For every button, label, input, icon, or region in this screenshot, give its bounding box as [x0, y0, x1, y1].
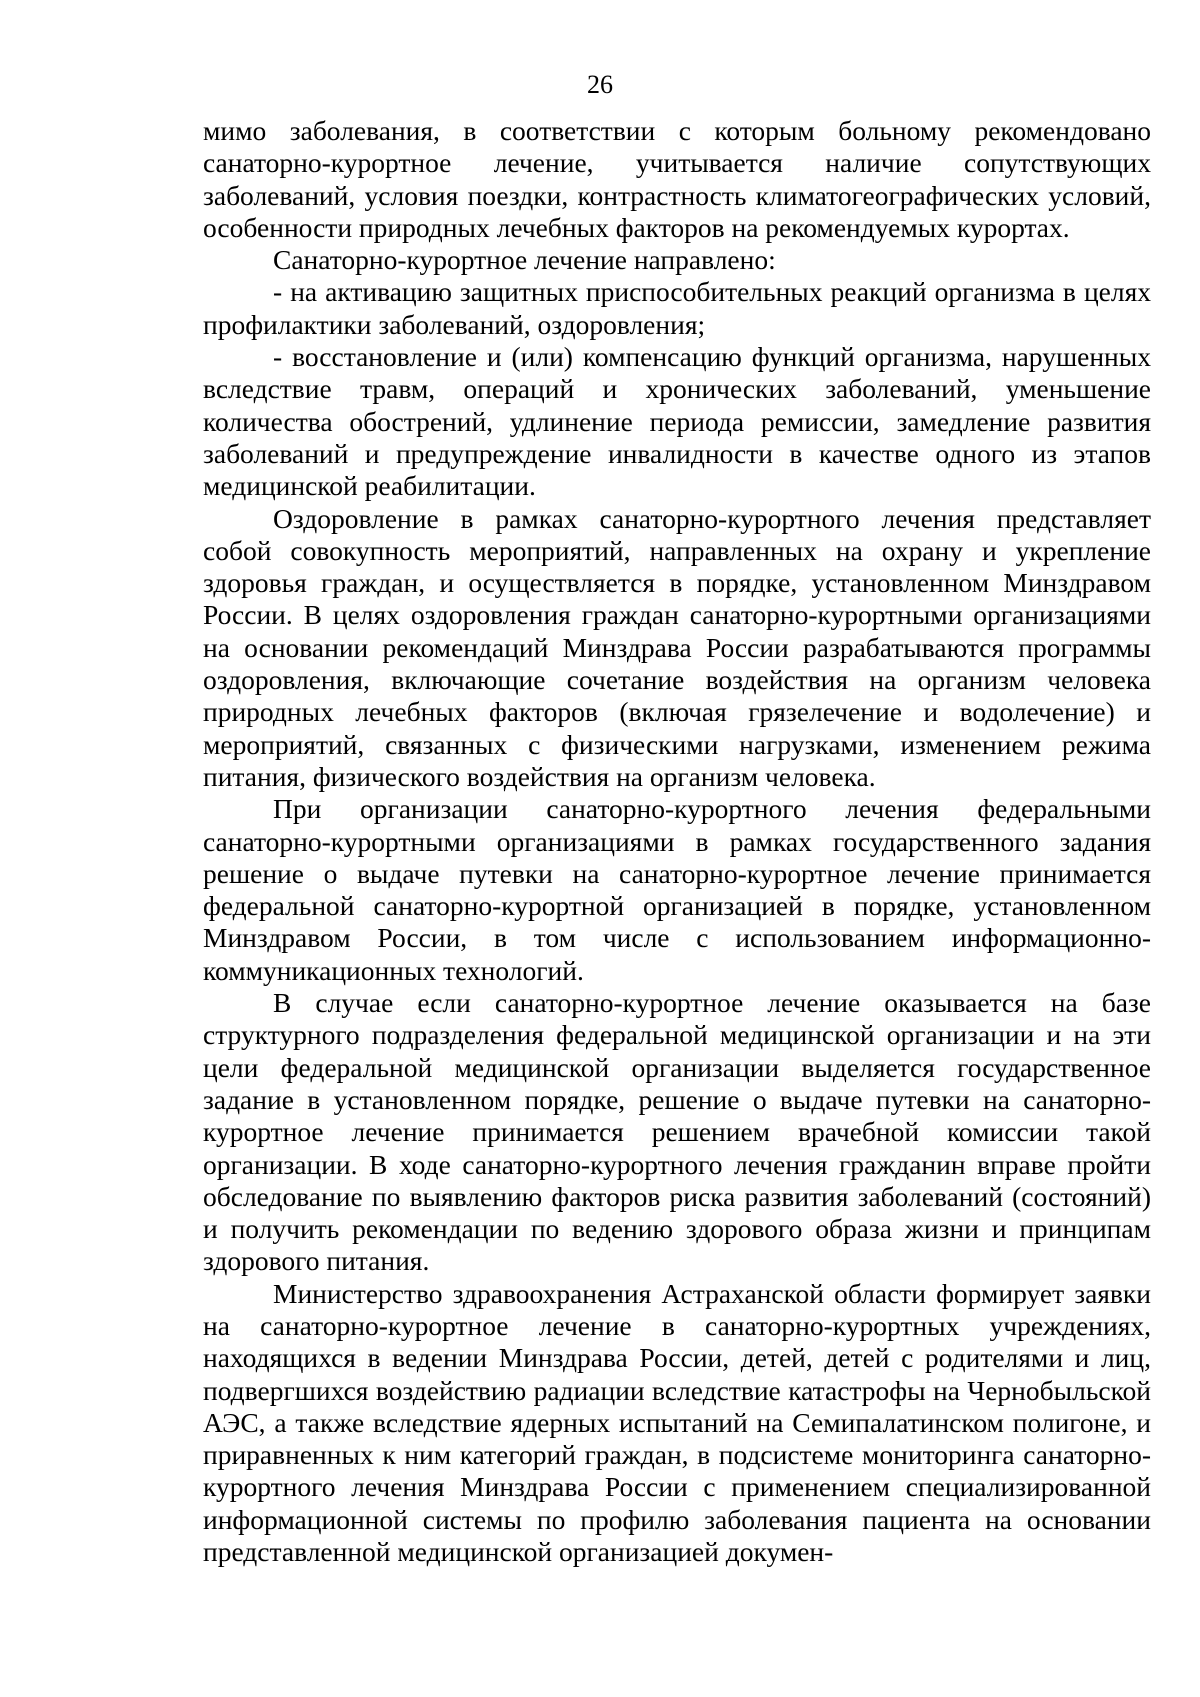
- paragraph-structural-subdivision: В случае если санаторно-курортное лечение оказывается на базе структурного подразделения федеральной медицинской организации и на эти цели федеральной медицинской организации выделяется государственное задание в установленном порядке, решение о выдаче путевки на санаторно-курортное лечение принимается решением врачебной комиссии такой организации. В ходе санаторно-курортного лечения гражданин вправе пройти обследование по выявлению факторов риска развития заболеваний (состояний) и получить рекомендации по ведению здорового образа жизни и принципам здорового питания.: [203, 987, 1151, 1277]
- page-number: 26: [587, 70, 613, 99]
- paragraph-federal-organizations: При организации санаторно-курортного лечения федеральными санаторно-курортными организациями в рамках государственного задания решение о выдаче путевки на санаторно-курортное лечение принимается федеральной санаторно-курортной организацией в порядке, установленном Минздравом России, в том числе с использованием информационно-коммуникационных технологий.: [203, 793, 1151, 986]
- list-item-activation: - на активацию защитных приспособительных реакций организма в целях профилактики заболеваний, оздоровления;: [203, 276, 1151, 340]
- list-item-restoration: - восстановление и (или) компенсацию функций организма, нарушенных вследствие травм, операций и хронических заболеваний, уменьшение количества обострений, удлинение периода ремиссии, замедление развития заболеваний и предупреждение инвалидности в качестве одного из этапов медицинской реабилитации.: [203, 341, 1151, 502]
- document-body: [203, 115, 1151, 1568]
- paragraph-ministry-applications: Министерство здравоохранения Астраханской области формирует заявки на санаторно-курортное лечение в санаторно-курортных учреждениях, находящихся в ведении Минздрава России, детей, детей с родителями и лиц, подвергшихся воздействию радиации вследствие катастрофы на Чернобыльской АЭС, а также вследствие ядерных испытаний на Семипалатинском полигоне, и приравненных к ним категорий граждан, в подсистеме мониторинга санаторно-курортного лечения Минздрава России с применением специализированной информационной системы по профилю заболевания пациента на основании представленной медицинской организацией докумен-: [203, 1277, 1151, 1568]
- paragraph-continuation: мимо заболевания, в соответствии с которым больному рекомендовано санаторно-курортное лечение, учитывается наличие сопутствующих заболеваний, условия поездки, контрастность климатогеографических условий, особенности природных лечебных факторов на рекомендуемых курортах.: [203, 115, 1151, 243]
- paragraph-treatment-directed: Санаторно-курортное лечение направлено:: [273, 244, 776, 276]
- paragraph-health-improvement: Оздоровление в рамках санаторно-курортного лечения представляет собой совокупность мероприятий, направленных на охрану и укрепление здоровья граждан, и осуществляется в порядке, установленном Минздравом России. В целях оздоровления граждан санаторно-курортными организациями на основании рекомендаций Минздрава России разрабатываются программы оздоровления, включающие сочетание воздействия на организм человека природных лечебных факторов (включая грязелечение и водолечение) и мероприятий, связанных с физическими нагрузками, изменением режима питания, физического воздействия на организм человека.: [203, 502, 1151, 792]
